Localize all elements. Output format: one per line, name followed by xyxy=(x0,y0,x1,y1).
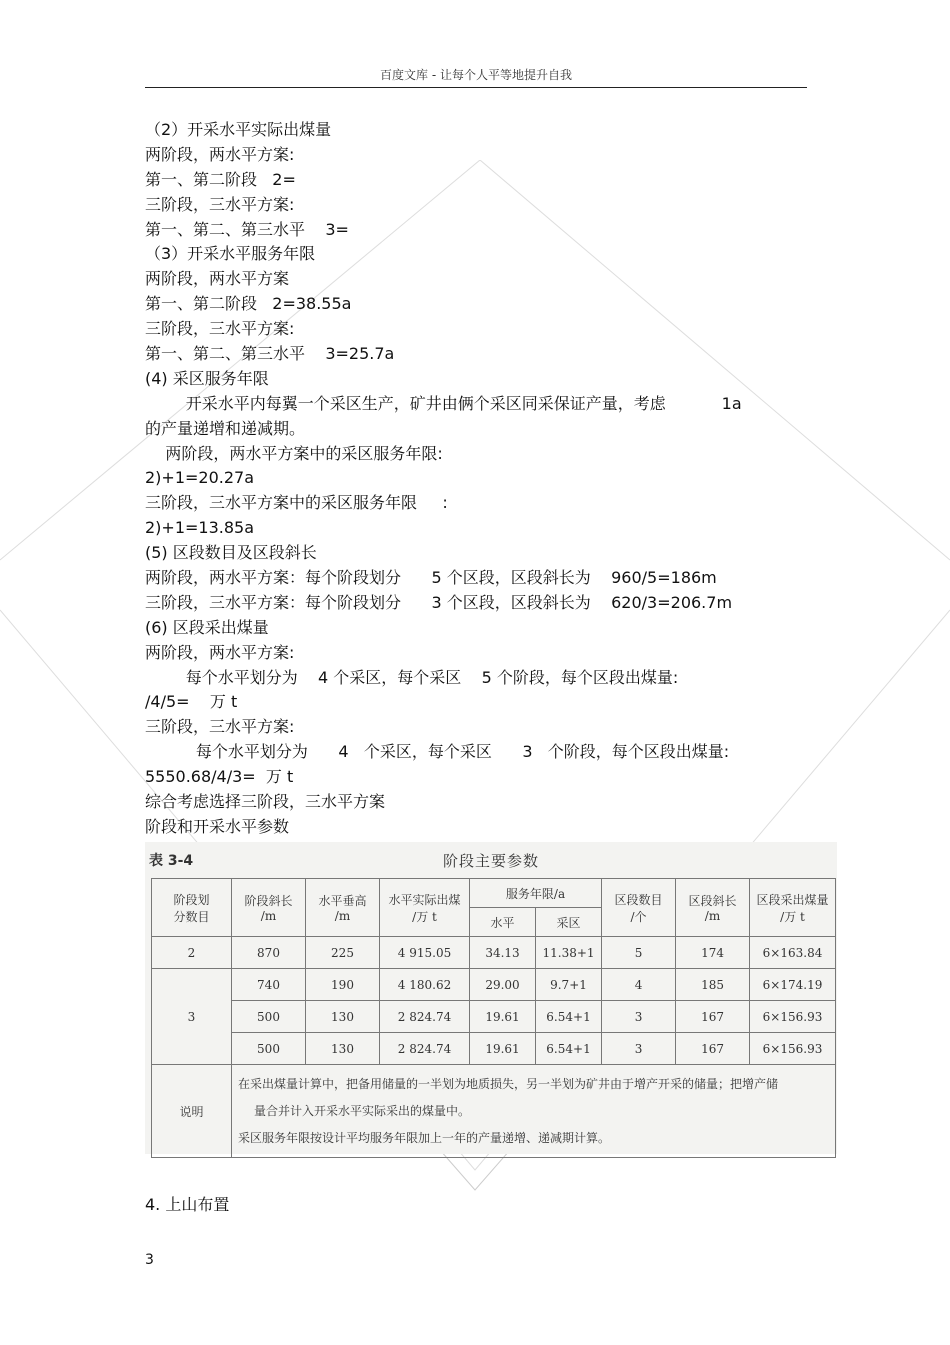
header-service-district: 采区 xyxy=(536,908,602,937)
header-text: /m xyxy=(334,909,351,923)
cell-vertical: 130 xyxy=(306,1001,380,1033)
cell-service-level: 29.00 xyxy=(470,969,536,1001)
page-header: 百度文库 - 让每个人平等地提升自我 xyxy=(145,66,807,88)
cell-section-length: 167 xyxy=(676,1033,750,1065)
cell-incline: 500 xyxy=(232,1033,306,1065)
text-line: 三阶段，三水平方案: xyxy=(145,194,295,214)
header-text: /万 t xyxy=(412,909,437,924)
note-label: 说明 xyxy=(152,1065,232,1158)
cell-service-level: 19.61 xyxy=(470,1001,536,1033)
note-line: 采区服务年限按设计平均服务年限加上一年的产量递增、递减期计算。 xyxy=(238,1130,611,1145)
text-line: 第一、第二、第三水平 3= xyxy=(145,219,349,239)
cell-section-length: 185 xyxy=(676,969,750,1001)
text-line: 三阶段，三水平方案: xyxy=(145,717,295,737)
header-service: 服务年限/a xyxy=(470,879,602,908)
header-section-length xyxy=(676,879,750,937)
text-line: 开采水平内每翼一个采区生产，矿井由俩个采区同采保证产量，考虑 1a xyxy=(145,393,742,413)
table-row xyxy=(152,969,836,1001)
cell-incline: 870 xyxy=(232,937,306,969)
header-incline xyxy=(232,879,306,937)
header-vertical xyxy=(306,879,380,937)
cell-vertical: 190 xyxy=(306,969,380,1001)
page-number: 3 xyxy=(145,1252,154,1268)
cell-section-output: 6×156.93 xyxy=(750,1001,836,1033)
table-caption: 表 3-4 xyxy=(149,853,194,869)
header-text: 区段斜长 xyxy=(688,894,737,908)
section-heading: 4. 上山布置 xyxy=(145,1195,230,1214)
text-line: 第一、第二、第三水平 3=25.7a xyxy=(145,344,395,364)
cell-vertical: 130 xyxy=(306,1033,380,1065)
cell-service-district: 11.38+1 xyxy=(536,937,602,969)
header-text: 水平垂高 xyxy=(318,894,367,908)
cell-section-length: 174 xyxy=(676,937,750,969)
header-text: 区段数目 xyxy=(614,892,663,907)
cell-section-output: 6×163.84 xyxy=(750,937,836,969)
header-text: /个 xyxy=(630,909,647,924)
cell-output: 4 915.05 xyxy=(380,937,470,969)
cell-sections: 3 xyxy=(602,1001,676,1033)
cell-service-district: 9.7+1 xyxy=(536,969,602,1001)
stage-parameters-table xyxy=(151,878,836,1158)
text-line: 三阶段，三水平方案中的采区服务年限 : xyxy=(145,493,448,513)
header-text: 阶段划 xyxy=(173,892,210,907)
text-line: 综合考虑选择三阶段，三水平方案 xyxy=(145,792,386,812)
cell-stages: 3 xyxy=(152,969,232,1065)
cell-service-level: 19.61 xyxy=(470,1033,536,1065)
text-line: 第一、第二阶段 2=38.55a xyxy=(145,294,352,314)
text-line: 两阶段，两水平方案: xyxy=(145,642,295,662)
text-line: （2）开采水平实际出煤量 xyxy=(145,120,332,139)
body-text xyxy=(145,118,815,840)
text-line: 两阶段，两水平方案: xyxy=(145,144,295,164)
note-text xyxy=(232,1065,836,1158)
header-text: /m xyxy=(260,909,277,923)
cell-service-level: 34.13 xyxy=(470,937,536,969)
cell-output: 4 180.62 xyxy=(380,969,470,1001)
cell-incline: 740 xyxy=(232,969,306,1001)
text-line: 两阶段，两水平方案：每个阶段划分 5 个区段，区段斜长为 960/5=186m xyxy=(145,568,717,588)
cell-output: 2 824.74 xyxy=(380,1001,470,1033)
text-line: 每个水平划分为 4 个采区，每个采区 3 个阶段，每个区段出煤量: xyxy=(145,742,730,762)
text-line: 三阶段，三水平方案: xyxy=(145,319,295,339)
text-line: 阶段和开采水平参数 xyxy=(145,816,290,836)
text-line: (5) 区段数目及区段斜长 xyxy=(145,543,317,563)
header-text: /m xyxy=(704,909,721,923)
header-text: 阶段斜长 xyxy=(244,894,293,908)
text-line: 每个水平划分为 4 个采区，每个采区 5 个阶段，每个区段出煤量: xyxy=(145,667,679,687)
header-section-output xyxy=(750,879,836,937)
text-line: /4/5= 万 t xyxy=(145,692,238,712)
text-line: (6) 区段采出煤量 xyxy=(145,617,269,637)
table-row xyxy=(152,1001,836,1033)
note-line: 量合并计入开采水平实际采出的煤量中。 xyxy=(254,1103,471,1118)
cell-service-district: 6.54+1 xyxy=(536,1033,602,1065)
cell-section-output: 6×156.93 xyxy=(750,1033,836,1065)
header-sections xyxy=(602,879,676,937)
text-line: 5550.68/4/3= 万 t xyxy=(145,767,294,787)
cell-section-output: 6×174.19 xyxy=(750,969,836,1001)
stage-parameters-table-figure xyxy=(145,842,837,1154)
header-service-level: 水平 xyxy=(470,908,536,937)
header-text: 区段采出煤量 xyxy=(756,892,829,907)
text-line: 第一、第二阶段 2= xyxy=(145,169,296,189)
cell-service-district: 6.54+1 xyxy=(536,1001,602,1033)
table-row xyxy=(152,937,836,969)
text-line: (4) 采区服务年限 xyxy=(145,368,269,388)
table-note-row xyxy=(152,1065,836,1158)
table-row xyxy=(152,1033,836,1065)
table-title: 阶段主要参数 xyxy=(442,852,539,870)
header-stages xyxy=(152,879,232,937)
text-line: 的产量递增和递减期。 xyxy=(145,418,306,438)
cell-section-length: 167 xyxy=(676,1001,750,1033)
text-line: 2)+1=13.85a xyxy=(145,518,255,538)
header-output xyxy=(380,879,470,937)
note-line: 在采出煤量计算中，把备用储量的一半划为地质损失，另一半划为矿井由于增产开采的储量；把增产储 xyxy=(238,1076,779,1091)
cell-stages: 2 xyxy=(152,937,232,969)
text-line: 两阶段，两水平方案 xyxy=(145,269,290,289)
cell-output: 2 824.74 xyxy=(380,1033,470,1065)
cell-vertical: 225 xyxy=(306,937,380,969)
header-text: 水平实际出煤 xyxy=(388,892,461,907)
cell-sections: 3 xyxy=(602,1033,676,1065)
text-line: 两阶段，两水平方案中的采区服务年限: xyxy=(145,443,443,463)
text-line: 2)+1=20.27a xyxy=(145,468,255,488)
cell-sections: 4 xyxy=(602,969,676,1001)
cell-sections: 5 xyxy=(602,937,676,969)
header-text: 分数目 xyxy=(173,909,210,924)
text-line: （3）开采水平服务年限 xyxy=(145,244,316,264)
text-line: 三阶段，三水平方案：每个阶段划分 3 个区段，区段斜长为 620/3=206.7m xyxy=(145,592,733,612)
header-text: /万 t xyxy=(780,909,805,924)
cell-incline: 500 xyxy=(232,1001,306,1033)
